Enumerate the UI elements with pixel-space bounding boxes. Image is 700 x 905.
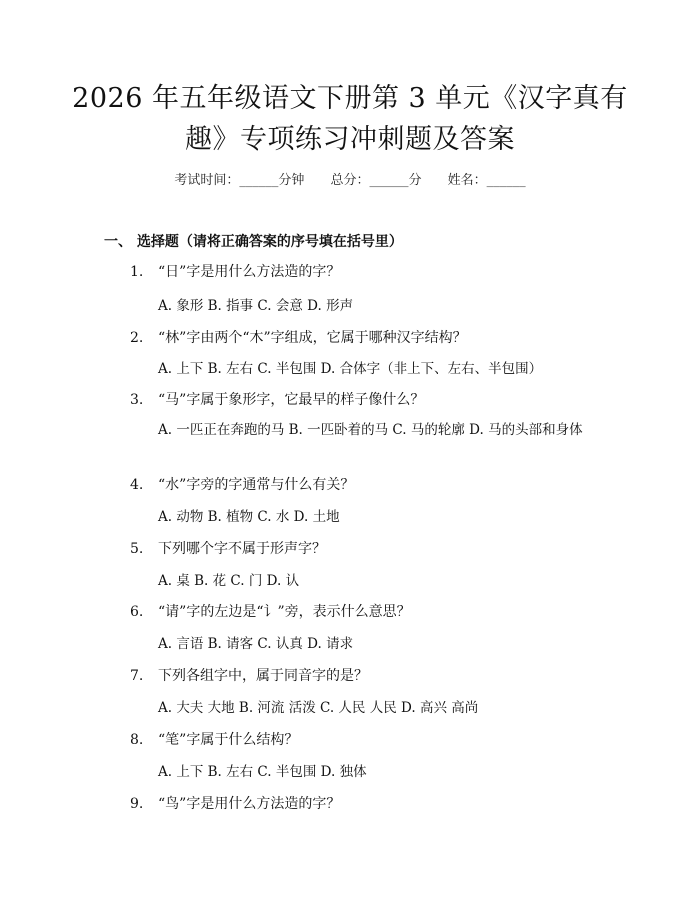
question-text: “日”字是用什么方法造的字？ (158, 264, 341, 280)
question-7 (130, 665, 368, 685)
question-8-options: A. 上下 B. 左右 C. 半包围 D. 独体 (158, 764, 367, 780)
question-number: 2. (130, 330, 144, 346)
question-number: 7. (130, 668, 144, 684)
section-heading: 一、 选择题（请将正确答案的序号填在括号里） (104, 234, 403, 250)
question-4-options: A. 动物 B. 植物 C. 水 D. 土地 (158, 509, 340, 525)
question-5 (130, 538, 326, 558)
question-8 (130, 729, 298, 749)
question-6 (130, 601, 411, 621)
question-2-options: A. 上下 B. 左右 C. 半包围 D. 合体字（非上下、左右、半包围） (158, 361, 543, 377)
question-4 (130, 474, 354, 494)
question-number: 5. (130, 541, 144, 557)
question-number: 1. (130, 264, 144, 280)
question-text: 下列哪个字不属于形声字？ (158, 541, 326, 557)
question-text: “鸟”字是用什么方法造的字？ (158, 796, 341, 812)
question-1-options: A. 象形 B. 指事 C. 会意 D. 形声 (158, 298, 354, 314)
question-number: 9. (130, 796, 144, 812)
exam-name: 姓名：______ (447, 173, 526, 188)
question-3 (130, 389, 424, 409)
question-number: 3. (130, 392, 144, 408)
exam-score: 总分：______分 (330, 173, 422, 188)
question-text: “林”字由两个“木”字组成，它属于哪种汉字结构？ (158, 330, 467, 346)
question-9 (130, 793, 340, 813)
question-1 (130, 261, 340, 281)
question-text: “请”字的左边是“讠”旁，表示什么意思？ (158, 604, 411, 620)
question-7-options: A. 大夫 大地 B. 河流 活泼 C. 人民 人民 D. 高兴 高尚 (158, 700, 479, 716)
question-number: 8. (130, 732, 144, 748)
question-3-options: A. 一匹正在奔跑的马 B. 一匹卧着的马 C. 马的轮廓 D. 马的头部和身体 (158, 422, 583, 438)
question-number: 6. (130, 604, 144, 620)
exam-info (0, 169, 700, 188)
question-6-options: A. 言语 B. 请客 C. 认真 D. 请求 (158, 636, 354, 652)
question-text: “水”字旁的字通常与什么有关？ (158, 477, 355, 493)
question-5-options: A. 桌 B. 花 C. 门 D. 认 (158, 573, 300, 589)
question-text: 下列各组字中，属于同音字的是？ (158, 668, 368, 684)
question-text: “笔”字属于什么结构？ (158, 732, 299, 748)
exam-time: 考试时间：______分钟 (174, 173, 305, 188)
question-2 (130, 327, 467, 347)
question-number: 4. (130, 477, 144, 493)
question-text: “马”字属于象形字，它最早的样子像什么？ (158, 392, 425, 408)
page-title: 2026 年五年级语文下册第 3 单元《汉字真有趣》专项练习冲刺题及答案 (72, 83, 628, 155)
